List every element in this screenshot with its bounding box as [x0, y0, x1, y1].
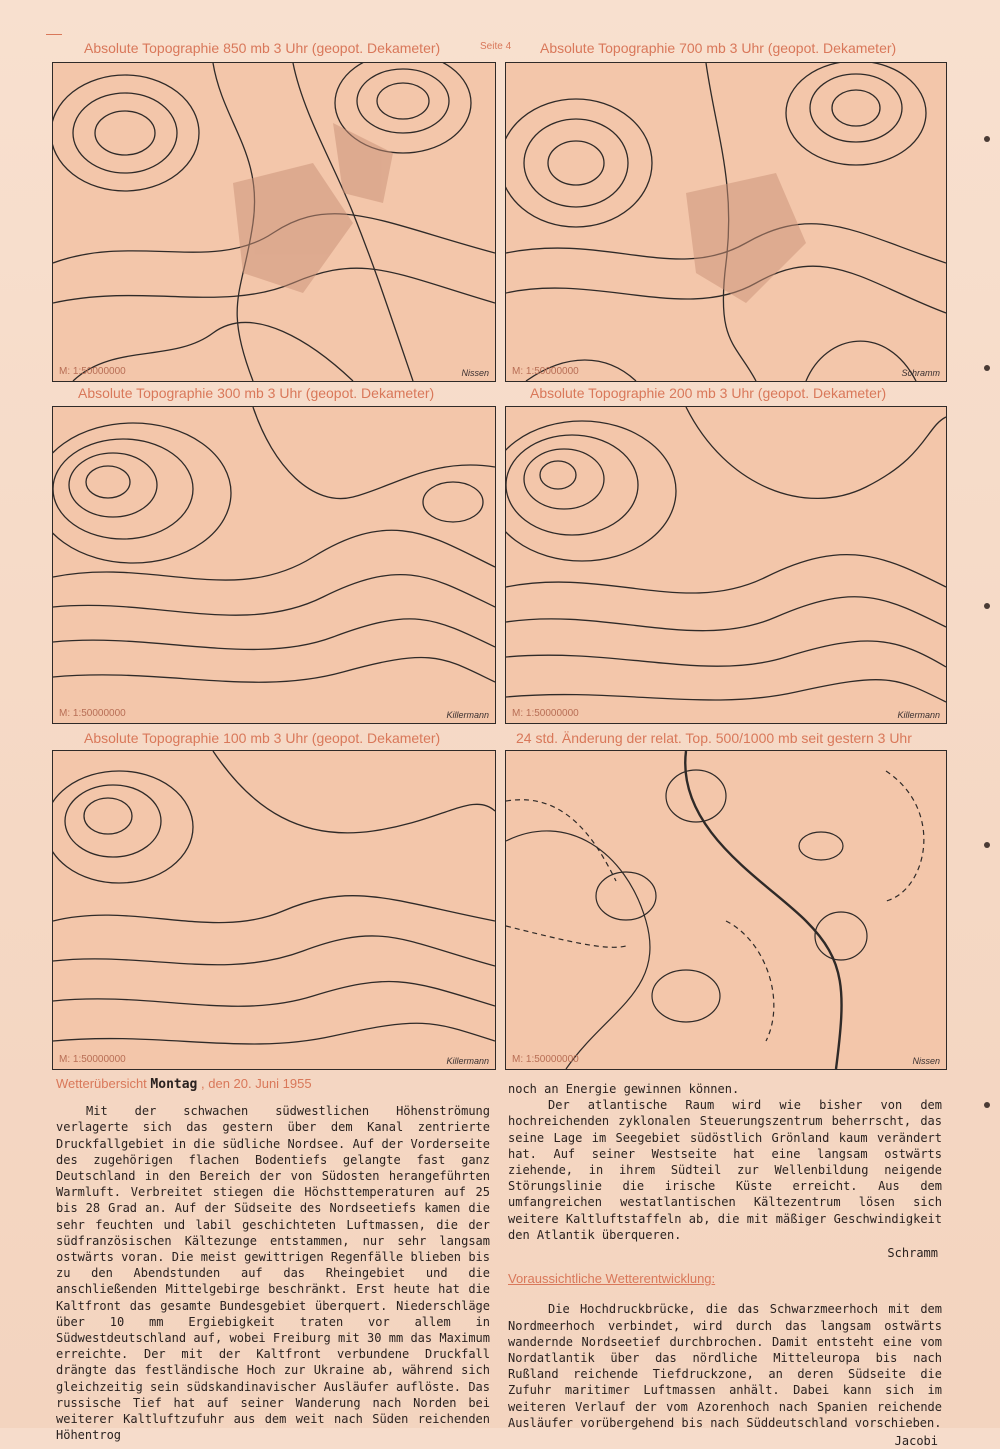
report-column-right — [508, 1081, 942, 1449]
report-heading-prefix: Wetterübersicht — [56, 1076, 147, 1091]
report-heading — [56, 1076, 490, 1093]
binder-hole — [984, 1102, 990, 1108]
map-signature-700: Schramm — [901, 368, 940, 378]
map-signature-200: Killermann — [897, 710, 940, 720]
isobar-chart-700 — [506, 63, 946, 381]
isobar-chart-850 — [53, 63, 495, 381]
map-signature-850: Nissen — [461, 368, 489, 378]
report-paragraph-2: Der atlantische Raum wird wie bisher von dem hochreichenden zyklonalen Steuerungszentrum beherrscht, das seine Lage im Seegebiet südöstlich Grönland kaum verändert hat. Auf seiner Westseite hat eine langsam ostwärts ziehende, in ihrem Südteil zur Wellenbildung neigende Störungslinie die irische Küste erreicht. Aus dem umfangreichen westatlantischen Kältezentrum lösen sich weitere Kaltluftstaffeln ab, die mit mäßiger Geschwindigkeit den Atlantik überqueren. — [508, 1098, 942, 1242]
map-title-850: Absolute Topographie 850 mb 3 Uhr (geopot. Dekameter) — [84, 40, 441, 56]
map-signature-300: Killermann — [446, 710, 489, 720]
forecast-paragraph: Die Hochdruckbrücke, die das Schwarzmeerhoch mit dem Nordmeerhoch verbindet, wird durch das langsam ostwärts wandernde Nordseetief durchbrochen. Damit entsteht eine vom Nordatlantik über das nördliche Mitteleuropa bis nach Rußland reichende Tiefdruckzone, an deren Südseite die Zufuhr maritimer Luftmassen anhält. Dabei kann sich im weiteren Verlauf der vom Azorenhoch nach Spanien reichende Ausläufer vorübergehend bis nach Süddeutschland vorschieben. — [508, 1302, 942, 1430]
report-author: Schramm — [887, 1246, 938, 1261]
map-signature-change: Nissen — [912, 1056, 940, 1066]
binder-hole — [984, 136, 990, 142]
map-change — [505, 750, 947, 1070]
isobar-chart-300 — [53, 407, 495, 723]
map-scale-100: M: 1:50000000 — [59, 1054, 126, 1065]
report-paragraph-1: Mit der schwachen südwestlichen Höhenströmung verlagerte sich das gestern über dem Kanal zentrierte Druckfallgebiet in die südliche Nordsee. Auf der Vorderseite des zugehörigen flachen Bodentiefs gelangte fast ganz Deutschland in den Bereich der von Südosten herangeführten Warmluft. Verbreitet stiegen die Höchsttemperaturen auf 25 bis 28 Grad an. Auf der Südseite des Nordseetiefs kamen die sehr feuchten und labil geschichteten Luftmassen, die der südfranzösischen Kältezunge entstammen, nur sehr langsam ostwärts voran. Die meist gewittrigen Regenfälle blieben bis zu den Abendstunden auf das Rheingebiet und die anschließenden Mittelgebirge beschränkt. Erst heute hat die Kaltfront das gesamte Bundesgebiet überquert. Niederschläge über 10 mm Ergiebigkeit traten vor allem in Südwestdeutschland auf, wobei Freiburg mit 30 mm das Maximum erreichte. Der mit der Kaltfront verbundene Druckfall drängte das festländische Hoch zur Ukraine ab, während sich gleichzeitig sein südskandinavischer Ausläufer auflöste. Das russische Tief hat auf seiner Wanderung nach Norden bei weiterer Kaltluftzufuhr aus dem weit nach Süden reichenden Höhentrog — [56, 1104, 490, 1443]
forecast-author: Jacobi — [894, 1434, 938, 1449]
map-title-100: Absolute Topographie 100 mb 3 Uhr (geopot. Dekameter) — [84, 730, 441, 746]
corner-mark — [46, 34, 62, 35]
change-chart — [506, 751, 946, 1069]
map-scale-200: M: 1:50000000 — [512, 708, 579, 719]
isobar-chart-200 — [506, 407, 946, 723]
map-title-200: Absolute Topographie 200 mb 3 Uhr (geopot. Dekameter) — [530, 385, 887, 401]
map-scale-change: M: 1:50000000 — [512, 1054, 579, 1065]
report-weekday: Montag — [150, 1077, 198, 1092]
map-300 — [52, 406, 496, 724]
map-100 — [52, 750, 496, 1070]
map-scale-700: M: 1:50000000 — [512, 366, 579, 377]
map-700 — [505, 62, 947, 382]
map-scale-300: M: 1:50000000 — [59, 708, 126, 719]
map-title-300: Absolute Topographie 300 mb 3 Uhr (geopot. Dekameter) — [78, 385, 435, 401]
map-signature-100: Killermann — [446, 1056, 489, 1066]
report-column-left — [56, 1076, 490, 1443]
map-200 — [505, 406, 947, 724]
report-paragraph-1-continued: noch an Energie gewinnen können. — [508, 1082, 740, 1096]
map-850 — [52, 62, 496, 382]
binder-hole — [984, 365, 990, 371]
isobar-chart-100 — [53, 751, 495, 1069]
map-title-change: 24 std. Änderung der relat. Top. 500/1000 mb seit gestern 3 Uhr — [516, 730, 912, 746]
binder-hole — [984, 842, 990, 848]
forecast-heading: Voraussichtliche Wetterentwicklung: — [508, 1271, 716, 1287]
report-date: , den 20. Juni 1955 — [201, 1076, 312, 1091]
binder-hole — [984, 603, 990, 609]
map-title-700: Absolute Topographie 700 mb 3 Uhr (geopot. Dekameter) — [540, 40, 897, 56]
map-scale-850: M: 1:50000000 — [59, 366, 126, 377]
page-number: Seite 4 — [480, 41, 512, 52]
